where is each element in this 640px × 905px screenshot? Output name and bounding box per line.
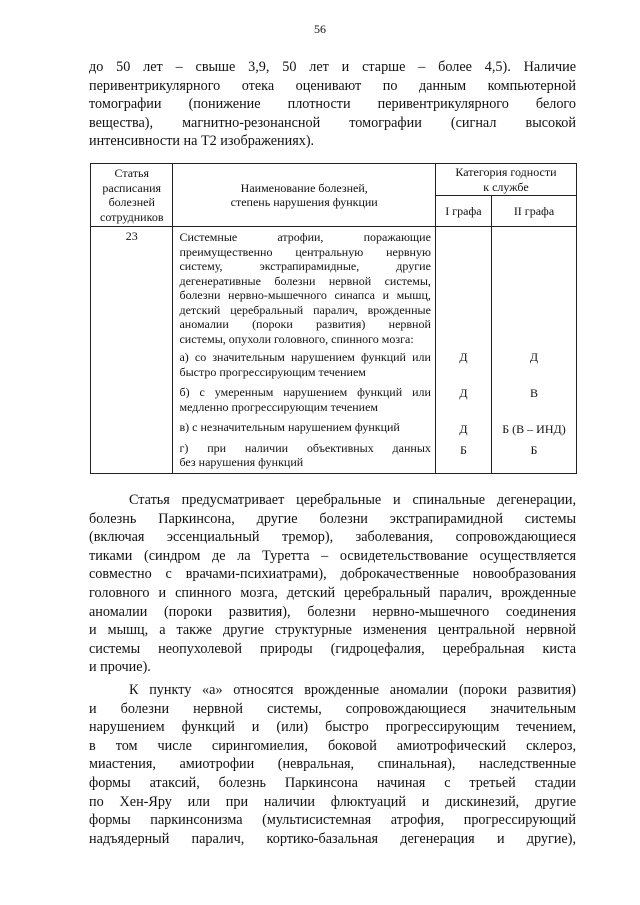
header-text: к службе — [483, 179, 529, 194]
grade-1-cell — [435, 227, 491, 474]
text-line: миастения, амиотрофии (невральная, спинальная), наследственные — [89, 756, 576, 773]
header-text: степень нарушения функции — [230, 195, 378, 209]
text-line: вещества), магнитно-резонансной томографии (сигнал высокой — [89, 114, 576, 131]
text-line: преимущественно центральную нервную — [179, 244, 431, 259]
header-text: болезней — [108, 195, 155, 209]
header-text: Статья — [114, 166, 149, 180]
article-cell — [91, 227, 173, 474]
text-line: до 50 лет – свыше 3,9, 50 лет и старше – более 4,5). Наличие — [89, 59, 576, 75]
text-line: системы неопухолевой природы (гидроцефалия, церебральная киста — [89, 640, 576, 657]
text-line: интенсивности на Т2 изображениях). — [89, 133, 315, 150]
text-line: формы паркинсонизма (мультисистемная атрофия, прогрессирующий — [89, 812, 576, 829]
grade-2-d: Б — [530, 443, 538, 457]
grade-2-c: Б (В – ИНД) — [502, 422, 566, 436]
grade-1-a: Д — [459, 350, 468, 364]
text-line: аномалии (пороки развития) нервной — [179, 317, 431, 331]
text-line: по Хен-Яру или при наличии флюктуаций и дискинезий, другие — [89, 793, 576, 810]
text-line: головного и спинного мозга, детский церебральный паралич, врожденные — [89, 584, 576, 601]
disease-intro — [179, 230, 430, 346]
header-text: сотрудников — [100, 209, 164, 224]
text-line: Системные атрофии, поражающие — [179, 230, 431, 244]
table-body-row — [91, 227, 577, 474]
text-line: и болезни нервной системы, сопровождающиеся значительным — [89, 700, 576, 717]
grade-1-d: Б — [459, 443, 467, 457]
grade-1-c: Д — [459, 422, 468, 436]
grade-1-b: Д — [459, 386, 468, 400]
intro-paragraph — [89, 58, 576, 151]
header-disease-name — [173, 164, 435, 227]
disease-description-cell — [173, 227, 435, 474]
text-line: дегенеративные болезни нервной системы, — [179, 273, 431, 288]
header-grade-2: II графа — [491, 196, 576, 227]
article-description-paragraph — [89, 491, 576, 677]
text-line: нарушением функций и (или) быстро прогрессирующим течением, — [89, 719, 576, 736]
header-text: расписания — [102, 180, 162, 195]
header-text: Наименование болезней, — [240, 180, 368, 195]
text-line: совместно с врачами-психиатрами), доброкачественные новообразования — [89, 566, 576, 583]
text-line: надъядерный паралич, кортико-базальная дегенерация и другие), — [89, 830, 576, 847]
grade-2-cell — [491, 227, 576, 474]
text-line: болезнь Паркинсона, другие болезни экстрапирамидной системы — [89, 510, 576, 527]
header-grade-1: I графа — [435, 196, 491, 227]
text-line: К пункту «а» относятся врожденные аномалии (пороки развития) — [129, 682, 576, 698]
item-c — [179, 420, 430, 435]
text-line: быстро прогрессирующим течением — [179, 364, 366, 379]
text-line: тиками (синдром де ла Туретта – освидетельствование осуществляется — [89, 547, 576, 564]
disease-schedule-table — [90, 163, 577, 474]
header-category — [435, 164, 576, 196]
text-line: аномалии (пороки развития), болезни нервно-мышечного соединения — [89, 603, 576, 620]
table-header-row — [91, 164, 577, 196]
text-line: детский церебральный паралич, врожденные — [179, 302, 431, 317]
grade-2-b: В — [529, 386, 538, 400]
grade-2-a: Д — [529, 350, 539, 364]
text-line: медленно прогрессирующим течением — [179, 399, 379, 414]
text-line: и мышц, а также другие структурные изменения центральной нервной — [89, 622, 576, 639]
text-line: (включая эссенциальный тремор), заболевания, сопровождающиеся — [89, 529, 576, 546]
text-line: г) при наличии объективных данных — [179, 440, 431, 455]
article-number: 23 — [125, 229, 138, 243]
text-line: а) со значительным нарушением функций или — [179, 350, 431, 364]
point-a-paragraph — [89, 681, 576, 848]
item-a — [179, 350, 430, 379]
header-article — [91, 164, 173, 227]
text-line: и прочие). — [89, 659, 151, 676]
text-line: болезни нервно-мышечного синапса и мышц, — [179, 288, 431, 302]
text-line: б) с умеренным нарушением функций или — [179, 385, 431, 399]
header-text: Категория годности — [455, 165, 557, 179]
text-line: Статья предусматривает церебральные и спинальные дегенерации, — [129, 492, 576, 508]
text-line: без нарушения функций — [179, 455, 304, 469]
page-number: 56 — [314, 22, 326, 36]
text-line: перивентрикулярного отека оценивают по данным компьютерной — [89, 77, 576, 94]
text-line: систему, экстрапирамидные, другие — [179, 259, 431, 273]
text-line: в том числе сирингомиелия, боковой амиотрофический склероз, — [89, 737, 576, 754]
text-line: в) с незначительным нарушением функций — [179, 420, 400, 434]
text-line: томографии (понижение плотности перивентрикулярного белого — [89, 96, 576, 113]
item-d — [179, 441, 430, 470]
text-line: формы атаксий, болезнь Паркинсона начиная с третьей стадии — [89, 774, 576, 791]
item-b — [179, 385, 430, 414]
text-line: системы, опухоли головного, спинного мозга: — [179, 331, 414, 346]
